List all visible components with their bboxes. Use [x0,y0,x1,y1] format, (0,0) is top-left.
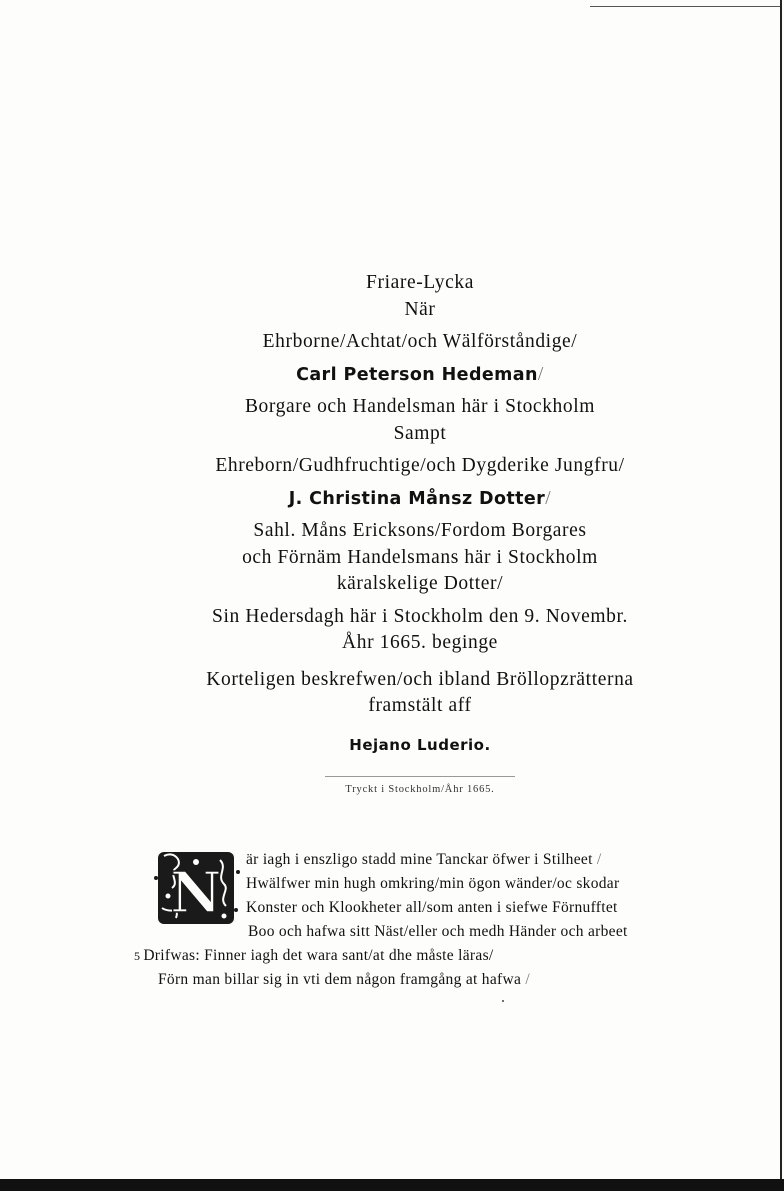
poem-line-text: är iagh i enszligo stadd mine Tanckar öfwer i Stilheet [246,851,593,868]
poem-line-text: Drifwas: Finner iagh det wara sant/at dhe måste läras/ [143,947,494,964]
title-line: Sampt [393,422,447,444]
title-line: Sahl. Måns Ericksons/Fordom Borgares [253,520,587,541]
groom-name: Carl Peterson Hedeman [296,364,538,385]
initial-letter: N [170,860,222,926]
bride-name: J. Christina Månsz Dotter [288,488,546,509]
title-line: Korteligen beskrefwen/och ibland Bröllopzrätterna [206,668,634,690]
title-line: Ehrborne/Achtat/och Wälförståndige/ [262,331,578,352]
line-number: 5 [134,949,141,963]
title-line: käralskelige Dotter/ [336,573,504,594]
poem-line-slash: / [596,851,602,868]
title-line: framstält aff [368,695,472,716]
poem-line [134,944,690,968]
poem-line: Konster och Klookheter all/som anten i siefwe Förnufftet [246,899,618,916]
scan-edge-right [780,0,782,1191]
author-name: Hejano Luderio. [349,735,491,754]
scan-edge-bottom [0,1179,784,1191]
bride-name-line [150,486,690,513]
ink-speck [502,1000,504,1002]
poem-line: Boo och hafwa sitt Näst/eller och medh Händer och arbeet [248,923,628,940]
bride-slash: / [545,487,552,509]
title-line: Åhr 1665. beginge [342,632,498,653]
poem-line: Hwälfwer min hugh omkring/min ögon wänder/oc skodar [246,875,620,892]
title-line: När [404,298,436,320]
title-line: och Förnäm Handelsmans här i Stockholm [242,546,598,568]
poem-line [150,968,690,992]
divider-rule [325,776,515,777]
poem-line-slash: / [525,971,530,988]
groom-slash: / [537,363,544,385]
groom-name-line [150,362,690,389]
title-line: Borgare och Handelsman här i Stockholm [244,396,596,417]
poem-text [134,848,690,992]
title-line: Sin Hedersdagh här i Stockholm den 9. Novembr. [212,605,628,627]
title-line: Ehreborn/Gudhfruchtige/och Dygderike Jungfru/ [215,455,625,476]
imprint-line: Tryckt i Stockholm/Åhr 1665. [345,784,495,795]
title-block [150,270,690,797]
poem-line [150,848,690,872]
scan-edge-top [590,6,780,7]
title-line: Friare-Lycka [366,272,474,293]
poem-line-text: Förn man billar sig in vti dem någon framgång at hafwa [158,971,522,988]
